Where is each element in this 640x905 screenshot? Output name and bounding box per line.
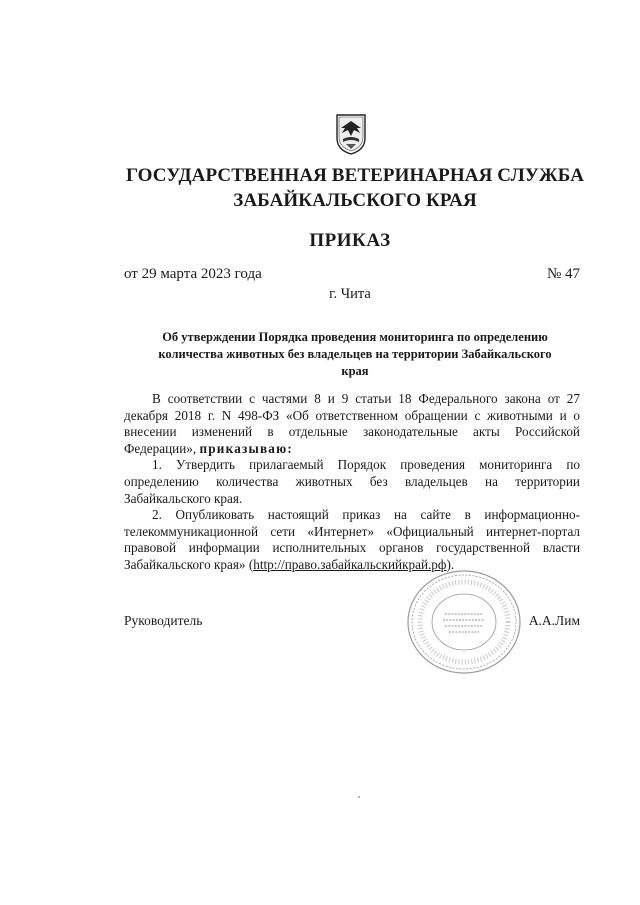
preamble-paragraph: [124, 391, 580, 457]
order-city: г. Чита: [329, 286, 371, 302]
order-keyword: приказываю:: [199, 440, 293, 456]
order-item-2: [124, 507, 580, 573]
official-seal-icon: [405, 568, 523, 676]
page-speck: [358, 796, 360, 798]
organization-name: [60, 163, 640, 213]
order-subject-line3: края: [341, 364, 369, 378]
order-subject: [130, 329, 580, 380]
organization-name-line1: ГОСУДАРСТВЕННАЯ ВЕТЕРИНАРНАЯ СЛУЖБА: [125, 165, 585, 186]
signatory-name: А.А.Лим: [528, 613, 580, 628]
signatory-position: Руководитель: [124, 613, 203, 628]
order-date: от 29 марта 2023 года: [124, 266, 262, 282]
portal-link[interactable]: http://право.забайкальскийкрай.рф: [253, 556, 447, 572]
organization-name-line2: ЗАБАЙКАЛЬСКОГО КРАЯ: [233, 190, 477, 211]
order-item-1: 1. Утвердить прилагаемый Порядок проведения мониторинга по определению количества животных без владельцев на территории Забайкальского края.: [124, 457, 580, 506]
order-item-2-text: 2. Опубликовать настоящий приказ на сайте в информационно-телекоммуникационной сети «Интернет» «Официальный интернет-портал правовой информации исполнительных органов государственной власти Забайкальского края» (: [124, 507, 580, 572]
order-subject-line2: количества животных без владельцев на территории Забайкальского: [158, 347, 552, 361]
coat-of-arms-icon: [334, 112, 368, 156]
order-number: № 47: [546, 266, 580, 282]
document-type: ПРИКАЗ: [309, 230, 391, 251]
order-body: [124, 391, 580, 574]
order-item-2-end: ).: [446, 556, 455, 572]
order-subject-line1: Об утверждении Порядка проведения мониторинга по определению: [162, 330, 548, 344]
preamble-text: В соответствии с частями 8 и 9 статьи 18 Федерального закона от 27 декабря 2018 г. N 498-ФЗ «Об ответственном обращении с животными и о внесении изменений в отдельные законодательные акты Российской Федерации»,: [124, 391, 580, 456]
